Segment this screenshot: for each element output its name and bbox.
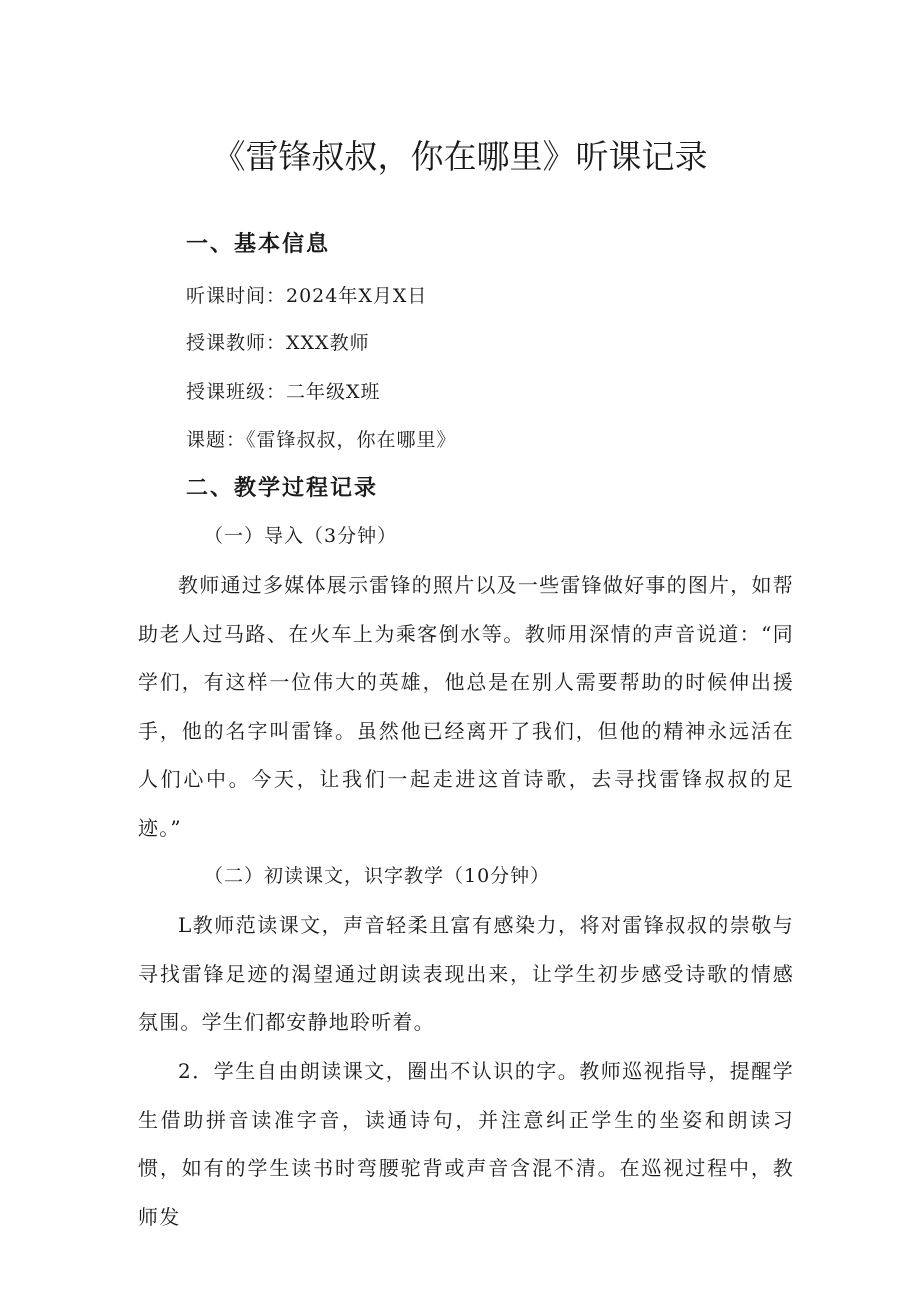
paragraph-teacher-reading: L教师范读课文，声音轻柔且富有感染力，将对雷锋叔叔的崇敬与寻找雷锋足迹的渴望通过朗读表现出来，让学生初步感受诗歌的情感氛围。学生们都安静地聆听着。 (138, 913, 794, 1034)
document-title: 《雷锋叔叔，你在哪里》听课记录 (212, 137, 708, 176)
info-topic: 课题：《雷锋叔叔，你在哪里》 (186, 429, 457, 451)
info-teacher: 授课教师：XXX教师 (186, 332, 370, 354)
info-class: 授课班级：二年级X班 (186, 381, 381, 403)
subheading-introduction: （一）导入（3分钟） (204, 525, 398, 547)
info-time: 听课时间：2024年X月X日 (186, 285, 428, 307)
section-heading-basic-info: 一、基本信息 (186, 231, 331, 257)
paragraph-introduction: 教师通过多媒体展示雷锋的照片以及一些雷锋做好事的图片，如帮助老人过马路、在火车上为乘客倒水等。教师用深情的声音说道：“同学们，有这样一位伟大的英雄，他总是在别人需要帮助的时候伸出援手，他的名字叫雷锋。虽然他已经离开了我们，但他的精神永远活在人们心中。今天，让我们一起走进这首诗歌，去寻找雷锋叔叔的足迹。” (138, 573, 794, 840)
paragraph-student-reading: 2．学生自由朗读课文，圈出不认识的字。教师巡视指导，提醒学生借助拼音读准字音，读通诗句，并注意纠正学生的坐姿和朗读习惯，如有的学生读书时弯腰驼背或声音含混不清。在巡视过程中，教师发 (138, 1059, 794, 1229)
section-heading-teaching-process: 二、教学过程记录 (186, 475, 379, 501)
subheading-first-reading: （二）初读课文，识字教学（10分钟） (204, 865, 551, 887)
